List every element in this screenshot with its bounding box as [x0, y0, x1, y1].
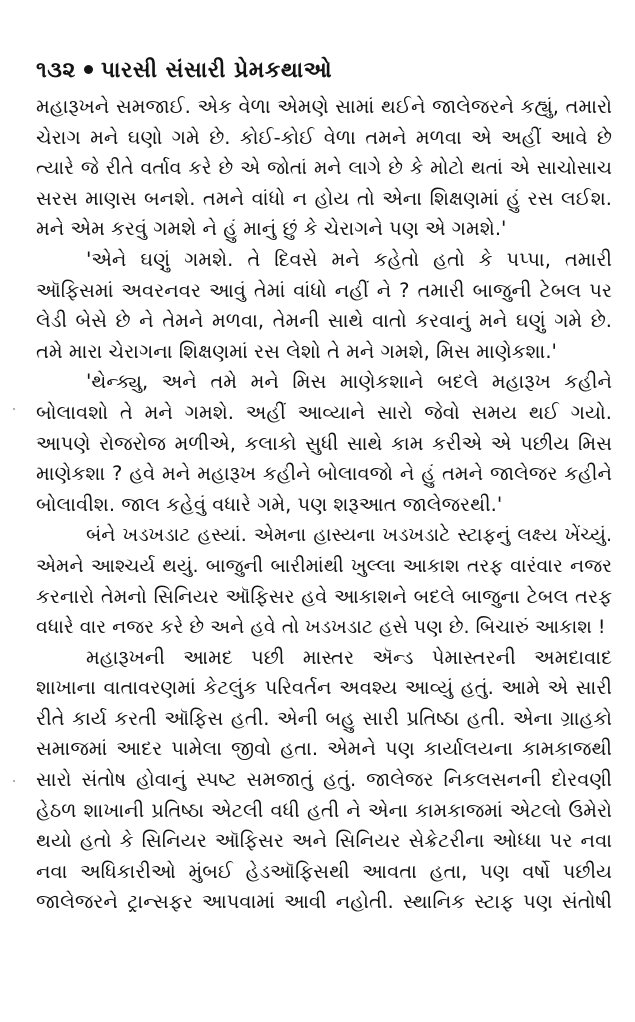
text-line: બંને ખડખડાટ હસ્યાં. એમના હાસ્યના ખડખડાટે સ્ટાફનું લક્ષ્ય ખેંચ્યું.: [86, 524, 612, 547]
text-line: 'એને ઘણું ગમશે. તે દિવસે મને કહેતો હતો કે પપ્પા, તમારી: [86, 247, 612, 271]
text-line: શાખાના વાતાવરણમાં કેટલુંક પરિવર્તન અવશ્ય આવ્યું હતું. આમે એ સારી: [36, 676, 612, 700]
text-line: બોલાવશો તે મને ગમશે. અહીં આવ્યાને સારો જેવો સમય થઈ ગયો.: [36, 400, 612, 424]
body-text: [36, 92, 612, 918]
text-line: હેઠળ શાખાની પ્રતિષ્ઠા એટલી વધી હતી ને એના કામકાજમાં એટલો ઉમેરો: [36, 798, 612, 822]
margin-speck: [13, 408, 15, 410]
text-line: સારો સંતોષ હોવાનું સ્પષ્ટ સમજાતું હતું. જાલેજર નિકલસનની દોરવણી: [36, 768, 612, 792]
text-line: કરનારો તેમનો સિનિયર ઑફિસર હવે આકાશને બદલે બાજુના ટેબલ તરફ: [36, 584, 612, 608]
text-line: નવા અધિકારીઓ મુંબઈ હેડઑફિસથી આવતા હતા, પણ વર્ષો પછીય: [36, 859, 612, 883]
text-line: સરસ માણસ બનશે. તમને વાંધો ન હોય તો એના શિક્ષણમાં હું રસ લઈશ.: [36, 186, 612, 210]
text-line: રીતે કાર્ય કરતી ઑફિસ હતી. એની બહુ સારી પ્રતિષ્ઠા હતી. એના ગ્રાહકો: [36, 706, 612, 730]
text-line: મને એમ કરવું ગમશે ને હું માનું છું કે ચેરાગને પણ એ ગમશે.': [36, 217, 507, 241]
text-line: આપણે રોજરોજ મળીએ, કલાકો સુધી સાથે કામ કરીએ એ પછીય મિસ: [36, 431, 612, 455]
book-title: પારસી સંસારી પ્રેમકથાઓ: [100, 58, 333, 83]
text-line: સમાજમાં આદર પામેલા જીવો હતા. એમને પણ કાર્યાલયના કામકાજથી: [36, 737, 612, 761]
margin-speck: [13, 780, 15, 782]
page-number: ૧૩૨: [36, 58, 76, 83]
text-line: ઑફિસમાં અવરનવર આવું તેમાં વાંધો નહીં ને ? તમારી બાજુની ટેબલ પર: [36, 278, 612, 302]
text-line: મહારૂખની આમદ પછી માસ્તર ઍન્ડ પેમાસ્તરની અમદાવાદ: [86, 645, 612, 669]
text-line: બોલાવીશ. જાલ કહેવું વધારે ગમે, પણ શરૂઆત જાલેજરથી.': [36, 492, 503, 516]
text-line: તમે મારા ચેરાગના શિક્ષણમાં રસ લેશો તે મને ગમશે, મિસ માણેકશા.': [36, 339, 557, 363]
text-line: વધારે વાર નજર કરે છે અને હવે તો ખડખડાટ હસે પણ છે. બિચારું આકાશ !: [36, 616, 606, 639]
text-line: જાલેજરને ટ્રાન્સફર આપવામાં આવી નહોતી. સ્થાનિક સ્ટાફ પણ સંતોષી: [36, 890, 612, 914]
running-header: [36, 58, 332, 83]
text-line: થયો હતો કે સિનિયર ઑફિસર અને સિનિયર સેક્રેટરીના ઓધ્ધા પર નવા: [36, 829, 612, 853]
text-line: ચેરાગ મને ઘણો ગમે છે. કોઈ-કોઈ વેળા તમને મળવા એ અહીં આવે છે: [36, 125, 612, 149]
text-line: એમને આશ્ચર્ય થયું. બાજુની બારીમાંથી ખુલ્લા આકાશ તરફ વારંવાર નજર: [36, 554, 612, 577]
text-line: માણેકશા ? હવે મને મહારૂખ કહીને બોલાવજો ને હું તમને જાલેજર કહીને: [36, 462, 612, 486]
text-line: લેડી બેસે છે ને તેમને મળવા, તેમની સાથે વાતો કરવાનું મને ઘણું ગમે છે.: [36, 309, 612, 333]
text-line: ત્યારે જે રીતે વર્તાવ કરે છે એ જોતાં મને લાગે છે કે મોટો થતાં એ સાચોસાચ: [36, 157, 612, 180]
text-line: 'થેન્ક્યુ, અને તમે મને મિસ માણેકશાને બદલે મહારૂખ કહીને: [86, 370, 612, 394]
text-line: મહારૂખને સમજાઈ. એક વેળા એમણે સામાં થઈને જાલેજરને કહ્યું, તમારો: [36, 95, 612, 118]
bullet-separator-icon: [84, 65, 93, 74]
